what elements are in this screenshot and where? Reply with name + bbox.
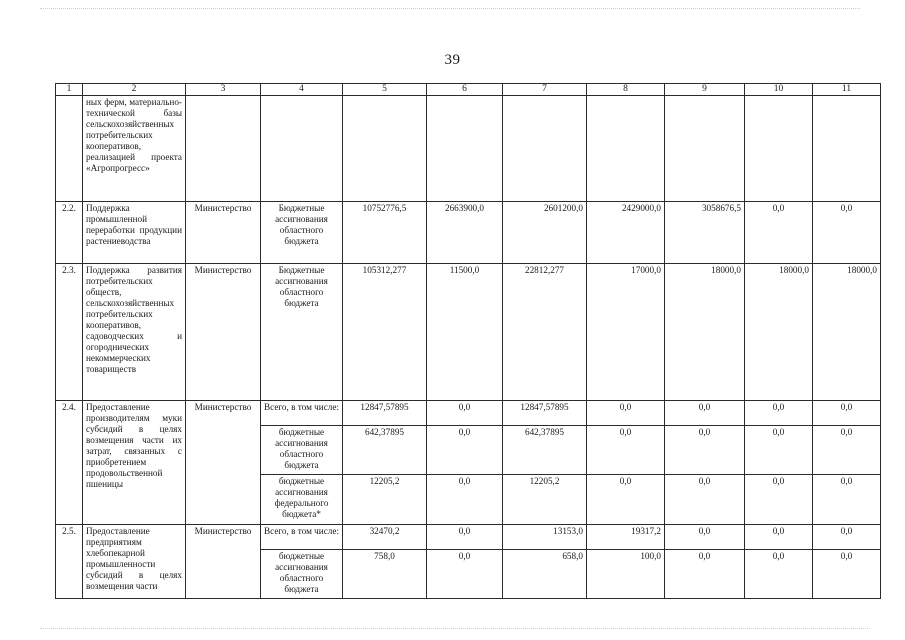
value-cell: 0,0 [813, 401, 881, 426]
value-cell: 17000,0 [587, 264, 665, 401]
value-cell: 18000,0 [813, 264, 881, 401]
value-cell [587, 96, 665, 202]
column-header: 10 [745, 84, 813, 96]
value-cell: 0,0 [427, 525, 503, 550]
source-cell: бюджетные ассигнования областного бюджета [261, 550, 343, 599]
budget-table [55, 83, 881, 599]
table-row [56, 96, 881, 202]
column-header: 7 [503, 84, 587, 96]
executor-cell [186, 96, 261, 202]
value-cell [813, 96, 881, 202]
value-cell: 11500,0 [427, 264, 503, 401]
source-cell: Бюджетные ассигнования областного бюджета [261, 264, 343, 401]
table-row [56, 202, 881, 264]
value-cell: 0,0 [427, 550, 503, 599]
table-row [56, 525, 881, 550]
value-cell: 13153,0 [503, 525, 587, 550]
value-cell: 642,37895 [343, 426, 427, 475]
value-cell: 0,0 [665, 475, 745, 525]
value-cell: 0,0 [813, 202, 881, 264]
column-header: 8 [587, 84, 665, 96]
value-cell: 658,0 [503, 550, 587, 599]
value-cell: 0,0 [745, 525, 813, 550]
value-cell [427, 96, 503, 202]
row-number: 2.3. [56, 264, 83, 401]
value-cell: 0,0 [665, 525, 745, 550]
column-header: 1 [56, 84, 83, 96]
value-cell: 642,37895 [503, 426, 587, 475]
value-cell: 2429000,0 [587, 202, 665, 264]
value-cell: 100,0 [587, 550, 665, 599]
measure-name: Предоставление производителям муки субсидий в целях возмещения части их затрат, связанных с приобретением продовольственной пшеницы [83, 401, 186, 525]
row-number [56, 96, 83, 202]
column-header: 3 [186, 84, 261, 96]
column-number-row [56, 84, 881, 96]
value-cell: 12205,2 [503, 475, 587, 525]
column-header: 5 [343, 84, 427, 96]
value-cell: 10752776,5 [343, 202, 427, 264]
value-cell: 0,0 [665, 401, 745, 426]
value-cell: 0,0 [813, 550, 881, 599]
column-header: 11 [813, 84, 881, 96]
value-cell [745, 96, 813, 202]
value-cell: 2601200,0 [503, 202, 587, 264]
value-cell [343, 96, 427, 202]
value-cell: 22812,277 [503, 264, 587, 401]
row-number: 2.2. [56, 202, 83, 264]
value-cell: 32470,2 [343, 525, 427, 550]
value-cell [503, 96, 587, 202]
source-cell: бюджетные ассигнования областного бюджета [261, 426, 343, 475]
value-cell: 0,0 [427, 401, 503, 426]
value-cell: 0,0 [745, 202, 813, 264]
executor-cell: Министерство [186, 264, 261, 401]
column-header: 6 [427, 84, 503, 96]
row-number: 2.4. [56, 401, 83, 525]
executor-cell: Министерство [186, 202, 261, 264]
measure-name: Поддержка развития потребительских обществ, сельскохозяйственных потребительских кооперативов, садоводческих и огороднических некоммерческих товариществ [83, 264, 186, 401]
value-cell: 105312,277 [343, 264, 427, 401]
source-cell: Всего, в том числе: [261, 525, 343, 550]
value-cell: 0,0 [813, 426, 881, 475]
value-cell: 0,0 [665, 550, 745, 599]
value-cell: 3058676,5 [665, 202, 745, 264]
measure-name: Поддержка промышленной переработки продукции растениеводства [83, 202, 186, 264]
value-cell: 18000,0 [665, 264, 745, 401]
row-number: 2.5. [56, 525, 83, 599]
value-cell: 0,0 [427, 475, 503, 525]
value-cell: 0,0 [665, 426, 745, 475]
value-cell: 12847,57895 [343, 401, 427, 426]
value-cell: 758,0 [343, 550, 427, 599]
measure-name: ных ферм, материально-технической базы сельскохозяйственных потребительских кооперативов, реализацией проекта «Агропрогресс» [83, 96, 186, 202]
scan-edge-top [40, 8, 860, 10]
value-cell: 0,0 [587, 426, 665, 475]
value-cell: 2663900,0 [427, 202, 503, 264]
value-cell [665, 96, 745, 202]
value-cell: 12205,2 [343, 475, 427, 525]
value-cell: 0,0 [587, 401, 665, 426]
value-cell: 0,0 [745, 550, 813, 599]
source-cell: Всего, в том числе: [261, 401, 343, 426]
table-row [56, 401, 881, 426]
value-cell: 0,0 [745, 475, 813, 525]
value-cell: 0,0 [745, 401, 813, 426]
value-cell: 0,0 [587, 475, 665, 525]
table-row [56, 264, 881, 401]
value-cell: 19317,2 [587, 525, 665, 550]
source-cell [261, 96, 343, 202]
source-cell: бюджетные ассигнования федерального бюджета* [261, 475, 343, 525]
executor-cell: Министерство [186, 401, 261, 525]
value-cell: 18000,0 [745, 264, 813, 401]
executor-cell: Министерство [186, 525, 261, 599]
value-cell: 0,0 [427, 426, 503, 475]
source-cell: Бюджетные ассигнования областного бюджета [261, 202, 343, 264]
scan-edge-bottom [40, 628, 870, 630]
column-header: 9 [665, 84, 745, 96]
page-number: 39 [444, 52, 461, 68]
column-header: 4 [261, 84, 343, 96]
column-header: 2 [83, 84, 186, 96]
value-cell: 0,0 [813, 525, 881, 550]
measure-name: Предоставление предприятиям хлебопекарной промышленности субсидий в целях возмещения части [83, 525, 186, 599]
value-cell: 0,0 [813, 475, 881, 525]
value-cell: 0,0 [745, 426, 813, 475]
value-cell: 12847,57895 [503, 401, 587, 426]
